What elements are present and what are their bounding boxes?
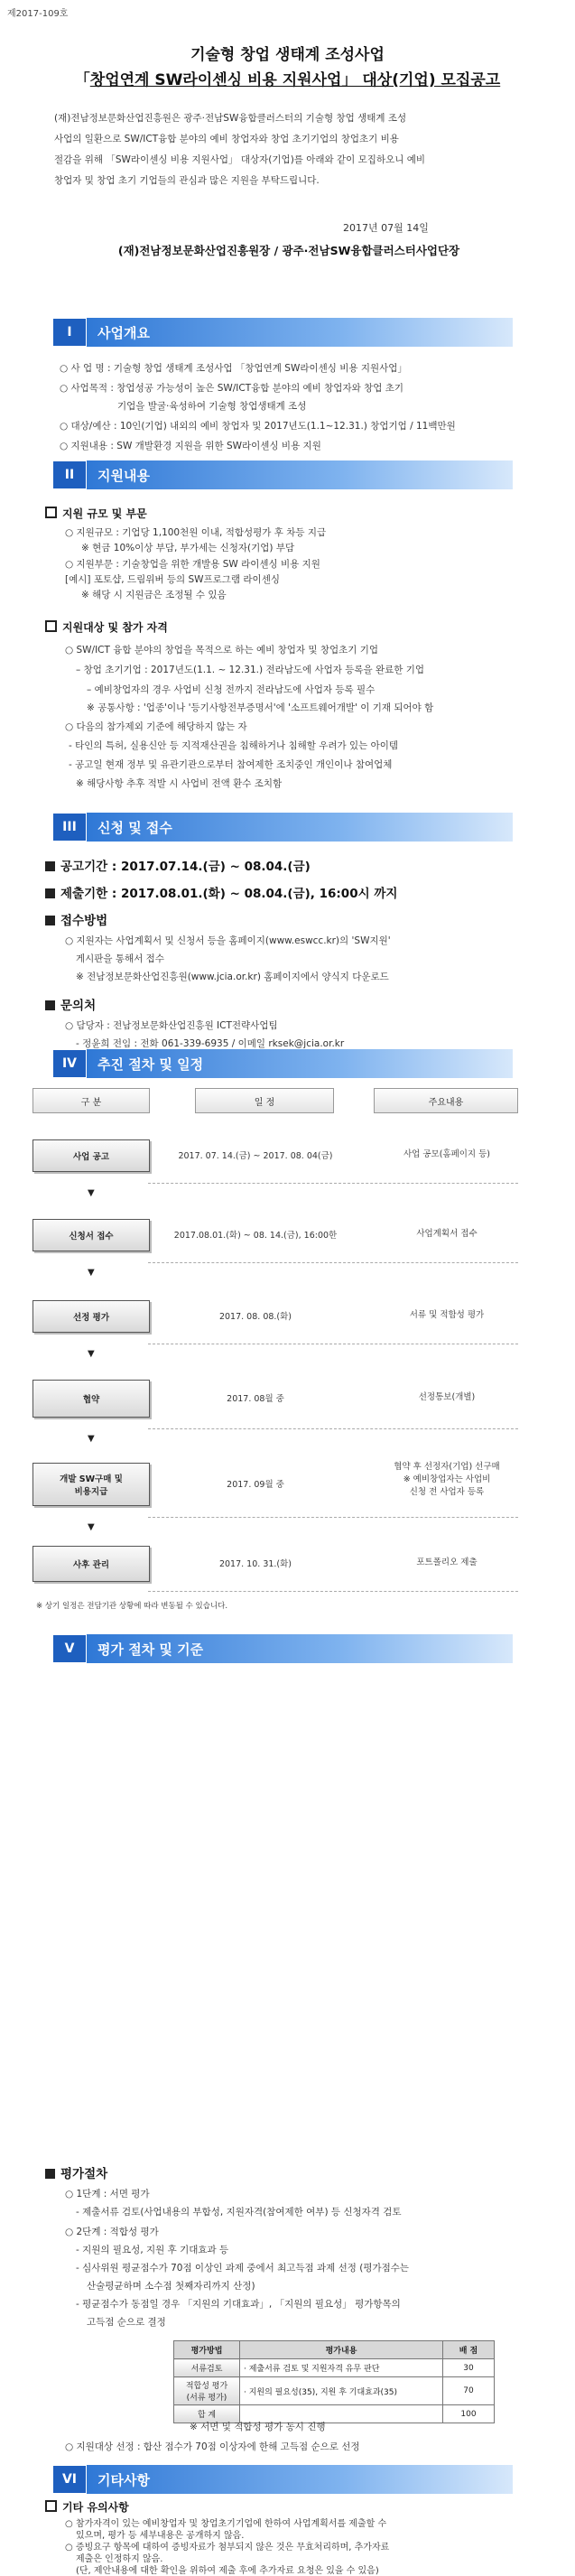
flow-header-schedule: 일 정	[195, 1088, 334, 1113]
content-line: ○ 증빙요구 항목에 대하여 증빙자료가 첨부되지 않은 것은 무효처리하며, 추가자료	[65, 2543, 390, 2553]
table-cell: · 제출서류 검토 및 지원자격 유무 판단	[240, 2359, 443, 2377]
table-cell: 합 계	[174, 2405, 240, 2423]
overview-line: ○ 대상/예산 : 10인(기업) 내외의 예비 창업자 및 2017년도(1.1~12.31.) 창업기업 / 11백만원	[60, 421, 456, 432]
section-number: I	[52, 318, 87, 347]
section-title: 평가 절차 및 기준	[87, 1634, 513, 1663]
divider	[148, 1591, 518, 1592]
section-number: VI	[52, 2465, 87, 2494]
down-arrow-icon: ▼	[88, 1434, 95, 1444]
flow-step-desc: 서류 및 적합성 평가	[409, 1310, 485, 1320]
announcement-date: 2017년 07월 14일	[343, 222, 429, 234]
content-line: 게시판을 통해서 접수	[76, 953, 164, 964]
flow-step-date: 2017. 08. 08.(화)	[218, 1312, 292, 1322]
content-line: ※ 해당 시 지원금은 조정될 수 있음	[81, 590, 227, 600]
section-3-header	[52, 813, 513, 842]
intro-line: 창업자 및 창업 초기 기업들의 관심과 많은 지원을 부탁드립니다.	[54, 175, 320, 186]
table-row	[174, 2377, 495, 2405]
section-5-header	[52, 1634, 513, 1663]
flow-step-desc: 포트폴리오 제출	[416, 1558, 478, 1567]
subheading: 평가절차	[45, 2163, 107, 2181]
page-title: 기술형 창업 생태계 조성사업	[190, 46, 385, 64]
section-number: II	[52, 460, 87, 489]
content-line: 있으며, 평가 등 세부내용은 공개하지 않음.	[76, 2531, 245, 2541]
content-line: ○ 다음의 참가제외 기준에 해당하지 않는 자	[65, 721, 247, 732]
divider	[148, 1262, 518, 1263]
subheading: 기타 유의사항	[45, 2499, 129, 2515]
section-title: 신청 및 접수	[87, 813, 513, 842]
table-header: 평가내용	[240, 2341, 443, 2359]
square-bullet-icon	[45, 507, 57, 518]
flow-step-date: 2017. 09월 중	[227, 1480, 284, 1490]
intro-line: (재)전남정보문화산업진흥원은 광주·전남SW융합클러스터의 기술형 창업 생태계 조성	[54, 113, 407, 124]
section-number: IV	[52, 1049, 87, 1078]
table-cell: 30	[443, 2359, 495, 2377]
content-line: ○ 참가자격이 있는 예비창업자 및 창업초기기업에 한하여 사업계획서를 제출할 수	[65, 2519, 387, 2529]
section-1-header	[52, 318, 513, 347]
flow-step-date: 2017. 10. 31.(화)	[218, 1559, 292, 1569]
overview-line: ○ 사 업 명 : 기술형 창업 생태계 조성사업 「창업연계 SW라이센싱 비용 지원사업」	[60, 363, 407, 374]
content-line: ○ 지원자는 사업계획서 및 신청서 등을 홈페이지(www.eswcc.kr)의 'SW지원'	[65, 935, 391, 946]
divider	[148, 1517, 518, 1518]
evaluation-table	[173, 2340, 495, 2423]
content-line: - 정윤희 전임 : 전화 061-339-6935 / 이메일 rksek@jcia.or.kr	[76, 1038, 345, 1049]
section-6-header	[52, 2465, 513, 2494]
flow-step: 사업 공고	[32, 1139, 150, 1172]
subheading: 문의처	[45, 995, 96, 1013]
subheading: 지원대상 및 참가 자격	[45, 619, 168, 635]
down-arrow-icon: ▼	[88, 1188, 95, 1198]
section-number: III	[52, 813, 87, 842]
filled-square-icon	[45, 1000, 55, 1010]
flow-step: 개발 SW구매 및 비용지급	[32, 1463, 150, 1506]
content-line: [예시] 포토샵, 드림위버 등의 SW프로그램 라이센싱	[65, 574, 280, 585]
intro-paragraph	[54, 108, 524, 191]
overview-line: 기업을 발굴·육성하여 기술형 창업생태계 조성	[117, 401, 307, 412]
flow-note: ※ 상기 일정은 전담기관 상황에 따라 변동될 수 있습니다.	[36, 1602, 228, 1611]
overview-line: ○ 사업목적 : 창업성공 가능성이 높은 SW/ICT융합 분야의 예비 창업자와 창업 초기	[60, 383, 403, 394]
table-header-row	[174, 2341, 495, 2359]
flow-step-desc: 사업계획서 접수	[416, 1229, 478, 1239]
table-cell: 서류검토	[174, 2359, 240, 2377]
section-number: V	[52, 1634, 87, 1663]
divider	[148, 1183, 518, 1184]
content-line: ○ 2단계 : 적합성 평가	[65, 2227, 159, 2237]
square-bullet-icon	[45, 2500, 57, 2512]
down-arrow-icon: ▼	[88, 1522, 95, 1532]
flow-step: 신청서 접수	[32, 1219, 150, 1251]
down-arrow-icon: ▼	[88, 1268, 95, 1278]
flow-header-content: 주요내용	[374, 1088, 518, 1113]
content-line: ※ 공통사항 : '업종'이나 '등기사항전부증명서'에 '소프트웨어개발' 이 기재 되어야 함	[87, 702, 434, 713]
content-line: - 공고일 현재 정부 및 유관기관으로부터 참여제한 조치중인 개인이나 참여업체	[69, 759, 393, 770]
content-line: - 제출서류 검토(사업내용의 부합성, 지원자격(참여제한 여부) 등 신청자격 검토	[76, 2207, 402, 2218]
flow-step-desc: 협약 후 선정자(기업) 선구매 ※ 예비창업자는 사업비 신청 전 사업자 등록	[394, 1462, 500, 1497]
table-cell: 적합성 평가 (서류 평가)	[174, 2377, 240, 2405]
content-line: ○ 1단계 : 서면 평가	[65, 2189, 150, 2199]
subheading: 공고기간 : 2017.07.14.(금) ~ 08.04.(금)	[45, 856, 311, 874]
flow-step: 협약	[32, 1380, 150, 1418]
content-line: (단, 제안내용에 대한 확인을 위하여 제출 후에 추가자료 요청은 있을 수 있음)	[76, 2566, 379, 2576]
down-arrow-icon: ▼	[88, 1349, 95, 1359]
intro-line: 절감을 위해 「SW라이센싱 비용 지원사업」 대상자(기업)를 아래와 같이 모집하오니 예비	[54, 154, 425, 165]
filled-square-icon	[45, 861, 55, 871]
subheading: 제출기한 : 2017.08.01.(화) ~ 08.04.(금), 16:00시 까지	[45, 883, 397, 901]
content-line: ○ 지원대상 선정 : 합산 점수가 70점 이상자에 한해 고득점 순으로 선정	[65, 2441, 360, 2452]
table-cell: 100	[443, 2405, 495, 2423]
signer: (재)전남정보문화산업진흥원장 / 광주·전남SW융합클러스터사업단장	[117, 244, 460, 257]
content-line: - 평균점수가 동점일 경우 「지원의 기대효과」, 「지원의 필요성」 평가항목의	[76, 2299, 401, 2310]
content-line: ○ 담당자 : 전남정보문화산업진흥원 ICT전략사업팀	[65, 1020, 278, 1031]
subheading: 접수방법	[45, 910, 107, 928]
content-line: 제출은 인정하지 않음.	[76, 2554, 163, 2564]
table-cell: · 지원의 필요성(35), 지원 후 기대효과(35)	[240, 2377, 443, 2405]
flow-step: 사후 관리	[32, 1546, 150, 1582]
section-title: 지원내용	[87, 460, 513, 489]
subheading: 지원 규모 및 부문	[45, 506, 147, 521]
content-line: - 심사위원 평균점수가 70점 이상인 과제 중에서 최고득점 과제 선정 (평가점수는	[76, 2263, 410, 2274]
content-line: ※ 전남정보문화산업진흥원(www.jcia.or.kr) 홈페이지에서 양식지 다운로드	[76, 972, 389, 982]
content-line: - 지원의 필요성, 지원 후 기대효과 등	[76, 2245, 229, 2255]
filled-square-icon	[45, 916, 55, 925]
section-4-header	[52, 1049, 513, 1078]
table-header: 평가방법	[174, 2341, 240, 2359]
content-line: ※ 현금 10%이상 부담, 부가세는 신청자(기업) 부담	[81, 543, 295, 553]
flow-step-desc: 선정통보(개별)	[418, 1392, 476, 1402]
divider	[148, 1428, 518, 1429]
table-row	[174, 2359, 495, 2377]
intro-line: 사업의 일환으로 SW/ICT융합 분야의 예비 창업자와 창업 초기기업의 창업초기 비용	[54, 134, 399, 144]
filled-square-icon	[45, 888, 55, 898]
table-cell: 70	[443, 2377, 495, 2405]
section-2-header	[52, 460, 513, 489]
square-bullet-icon	[45, 620, 57, 632]
content-line: ○ SW/ICT 융합 분야의 창업을 목적으로 하는 예비 창업자 및 창업초기 기업	[65, 645, 379, 656]
content-line: – 예비창업자의 경우 사업비 신청 전까지 전라남도에 사업자 등록 필수	[87, 684, 376, 695]
content-line: ※ 해당사항 추후 적발 시 사업비 전액 환수 조치함	[76, 778, 283, 789]
section-title: 추진 절차 및 일정	[87, 1049, 513, 1078]
title-bracket: 「	[74, 71, 90, 89]
title-main: 창업연계 SW라이센싱 비용 지원사업」 대상(기업) 모집공고	[89, 71, 501, 89]
content-line: 산술평균하며 소수점 첫째자리까지 산정)	[87, 2281, 255, 2292]
content-line: ○ 지원부문 : 기술창업을 위한 개발용 SW 라이센싱 비용 지원	[65, 559, 320, 570]
content-line: 고득점 순으로 결정	[87, 2317, 166, 2328]
filled-square-icon	[45, 2169, 55, 2179]
flow-step-date: 2017.08.01.(화) ~ 08. 14.(금), 16:00한	[173, 1231, 338, 1241]
flow-step-desc: 사업 공모(홈페이지 등)	[403, 1149, 491, 1159]
content-line: – 창업 초기기업 : 2017년도(1.1. ~ 12.31.) 전라남도에 사업자 등록을 완료한 기업	[76, 665, 425, 675]
document-number: 제2017-109호	[7, 9, 69, 19]
page-subtitle	[0, 67, 575, 89]
content-line: ○ 지원규모 : 기업당 1,100천원 이내, 적합성평가 후 차등 지급	[65, 527, 327, 538]
flow-step-date: 2017. 08월 중	[227, 1394, 284, 1404]
section-title: 기타사항	[87, 2465, 513, 2494]
flow-step: 선정 평가	[32, 1300, 150, 1333]
content-line: - 타인의 특허, 실용신안 등 지적재산권을 침해하거나 침해할 우려가 있는 아이템	[69, 740, 399, 751]
flow-step-date: 2017. 07. 14.(금) ~ 2017. 08. 04(금)	[178, 1151, 333, 1161]
flow-header-category: 구 분	[32, 1088, 150, 1113]
overview-line: ○ 지원내용 : SW 개발환경 지원을 위한 SW라이센싱 비용 지원	[60, 441, 321, 451]
content-line: ※ 서면 및 적합성 평가 동시 진행	[190, 2422, 326, 2432]
table-header: 배 점	[443, 2341, 495, 2359]
section-title: 사업개요	[87, 318, 513, 347]
